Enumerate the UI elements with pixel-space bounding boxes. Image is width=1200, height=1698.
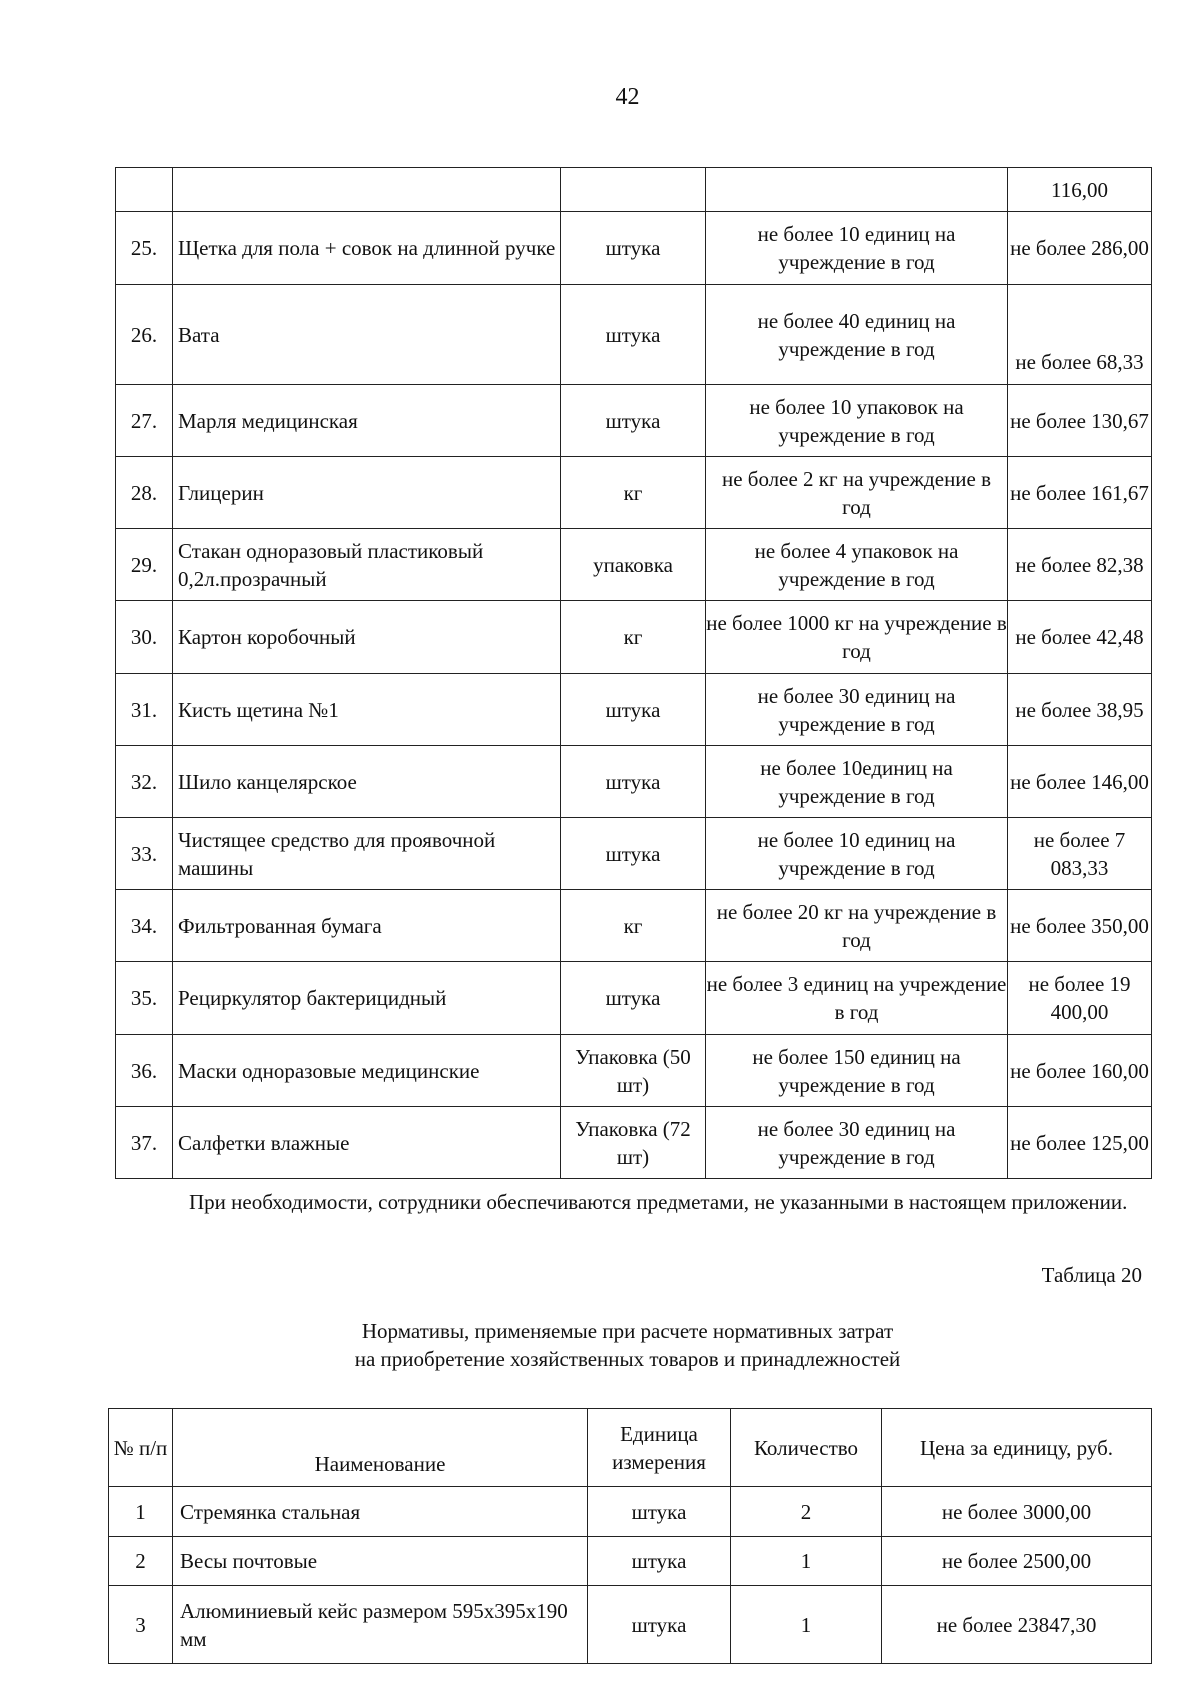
row-number: 1 [109, 1487, 173, 1537]
item-quantity: не более 10единиц на учреждение в год [706, 746, 1008, 818]
item-price: не более 19 400,00 [1008, 962, 1152, 1035]
table-row [109, 1537, 1152, 1586]
table-row [116, 818, 1152, 890]
row-number: 37. [116, 1107, 173, 1179]
table-row [116, 962, 1152, 1035]
row-number: 25. [116, 212, 173, 285]
item-quantity: не более 10 единиц на учреждение в год [706, 818, 1008, 890]
item-quantity [706, 168, 1008, 212]
item-unit: кг [561, 890, 706, 962]
table-row [116, 1107, 1152, 1179]
item-quantity: не более 10 упаковок на учреждение в год [706, 385, 1008, 457]
item-price: не более 3000,00 [882, 1487, 1152, 1537]
item-price: не более 7 083,33 [1008, 818, 1152, 890]
item-price: не более 2500,00 [882, 1537, 1152, 1586]
table-row [116, 457, 1152, 529]
item-price: не более 160,00 [1008, 1035, 1152, 1107]
item-name: Картон коробочный [173, 601, 561, 674]
item-price: 116,00 [1008, 168, 1152, 212]
row-number: 30. [116, 601, 173, 674]
item-quantity: не более 1000 кг на учреждение в год [706, 601, 1008, 674]
item-unit: штука [588, 1487, 731, 1537]
item-name: Фильтрованная бумага [173, 890, 561, 962]
item-quantity: не более 10 единиц на учреждение в год [706, 212, 1008, 285]
item-name: Шило канцелярское [173, 746, 561, 818]
page-number: 42 [615, 84, 640, 110]
item-quantity: не более 30 единиц на учреждение в год [706, 1107, 1008, 1179]
item-price: не более 42,48 [1008, 601, 1152, 674]
table-row [116, 601, 1152, 674]
item-name: Марля медицинская [173, 385, 561, 457]
item-unit: штука [588, 1586, 731, 1664]
item-price: не более 130,67 [1008, 385, 1152, 457]
item-quantity: не более 20 кг на учреждение в год [706, 890, 1008, 962]
item-price: не более 82,38 [1008, 529, 1152, 601]
table-header-row [109, 1409, 1152, 1487]
row-number: 35. [116, 962, 173, 1035]
item-price: не более 350,00 [1008, 890, 1152, 962]
table-row [116, 529, 1152, 601]
item-unit: кг [561, 457, 706, 529]
table-row [116, 168, 1152, 212]
item-name: Щетка для пола + совок на длинной ручке [173, 212, 561, 285]
item-unit: штука [561, 285, 706, 385]
item-unit: Упаковка (50 шт) [561, 1035, 706, 1107]
table-row [116, 746, 1152, 818]
row-number: 28. [116, 457, 173, 529]
table-row [116, 1035, 1152, 1107]
table-title [0, 1317, 1200, 1373]
header-quantity: Количество [731, 1409, 882, 1487]
item-quantity: не более 40 единиц на учреждение в год [706, 285, 1008, 385]
row-number: 26. [116, 285, 173, 385]
item-name: Глицерин [173, 457, 561, 529]
header-price: Цена за единицу, руб. [882, 1409, 1152, 1487]
item-name: Чистящее средство для проявочной машины [173, 818, 561, 890]
item-unit [561, 168, 706, 212]
row-number: 31. [116, 674, 173, 746]
table-row [116, 890, 1152, 962]
item-unit: штука [561, 674, 706, 746]
table-row [116, 385, 1152, 457]
item-quantity: не более 2 кг на учреждение в год [706, 457, 1008, 529]
item-unit: Упаковка (72 шт) [561, 1107, 706, 1179]
item-name: Салфетки влажные [173, 1107, 561, 1179]
item-quantity: не более 4 упаковок на учреждение в год [706, 529, 1008, 601]
row-number: 32. [116, 746, 173, 818]
item-name: Весы почтовые [173, 1537, 588, 1586]
table-row [116, 285, 1152, 385]
header-name: Наименование [173, 1409, 588, 1487]
item-price: не более 68,33 [1008, 285, 1152, 385]
item-quantity: 1 [731, 1537, 882, 1586]
item-unit: кг [561, 601, 706, 674]
item-name: Рециркулятор бактерицидный [173, 962, 561, 1035]
item-price: не более 286,00 [1008, 212, 1152, 285]
item-name [173, 168, 561, 212]
table-title-line-2: на приобретение хозяйственных товаров и принадлежностей [354, 1347, 901, 1371]
table-title-line-1: Нормативы, применяемые при расчете нормативных затрат [361, 1319, 894, 1343]
item-unit: упаковка [561, 529, 706, 601]
item-name: Алюминиевый кейс размером 595х395х190 мм [173, 1586, 588, 1664]
table-row [116, 212, 1152, 285]
row-number: 33. [116, 818, 173, 890]
item-unit: штука [561, 818, 706, 890]
item-name: Кисть щетина №1 [173, 674, 561, 746]
table-row [109, 1586, 1152, 1664]
item-unit: штука [561, 385, 706, 457]
note-paragraph: При необходимости, сотрудники обеспечиваются предметами, не указанными в настоящем приложении. [189, 1190, 1128, 1214]
item-unit: штука [561, 962, 706, 1035]
table-row [116, 674, 1152, 746]
header-number: № п/п [109, 1409, 173, 1487]
item-name: Стакан одноразовый пластиковый 0,2л.прозрачный [173, 529, 561, 601]
header-unit: Единица измерения [588, 1409, 731, 1487]
row-number: 3 [109, 1586, 173, 1664]
item-unit: штука [561, 212, 706, 285]
table-row [109, 1487, 1152, 1537]
item-quantity: не более 150 единиц на учреждение в год [706, 1035, 1008, 1107]
household-goods-table [108, 1408, 1152, 1664]
row-number [116, 168, 173, 212]
item-price: не более 125,00 [1008, 1107, 1152, 1179]
row-number: 2 [109, 1537, 173, 1586]
row-number: 36. [116, 1035, 173, 1107]
item-quantity: 1 [731, 1586, 882, 1664]
item-quantity: не более 3 единиц на учреждение в год [706, 962, 1008, 1035]
row-number: 29. [116, 529, 173, 601]
item-name: Маски одноразовые медицинские [173, 1035, 561, 1107]
supplies-table [115, 167, 1152, 1179]
item-unit: штука [561, 746, 706, 818]
item-quantity: 2 [731, 1487, 882, 1537]
item-price: не более 146,00 [1008, 746, 1152, 818]
row-number: 27. [116, 385, 173, 457]
item-price: не более 38,95 [1008, 674, 1152, 746]
item-price: не более 161,67 [1008, 457, 1152, 529]
item-name: Стремянка стальная [173, 1487, 588, 1537]
row-number: 34. [116, 890, 173, 962]
item-price: не более 23847,30 [882, 1586, 1152, 1664]
item-quantity: не более 30 единиц на учреждение в год [706, 674, 1008, 746]
table-caption: Таблица 20 [1041, 1263, 1142, 1287]
item-unit: штука [588, 1537, 731, 1586]
item-name: Вата [173, 285, 561, 385]
